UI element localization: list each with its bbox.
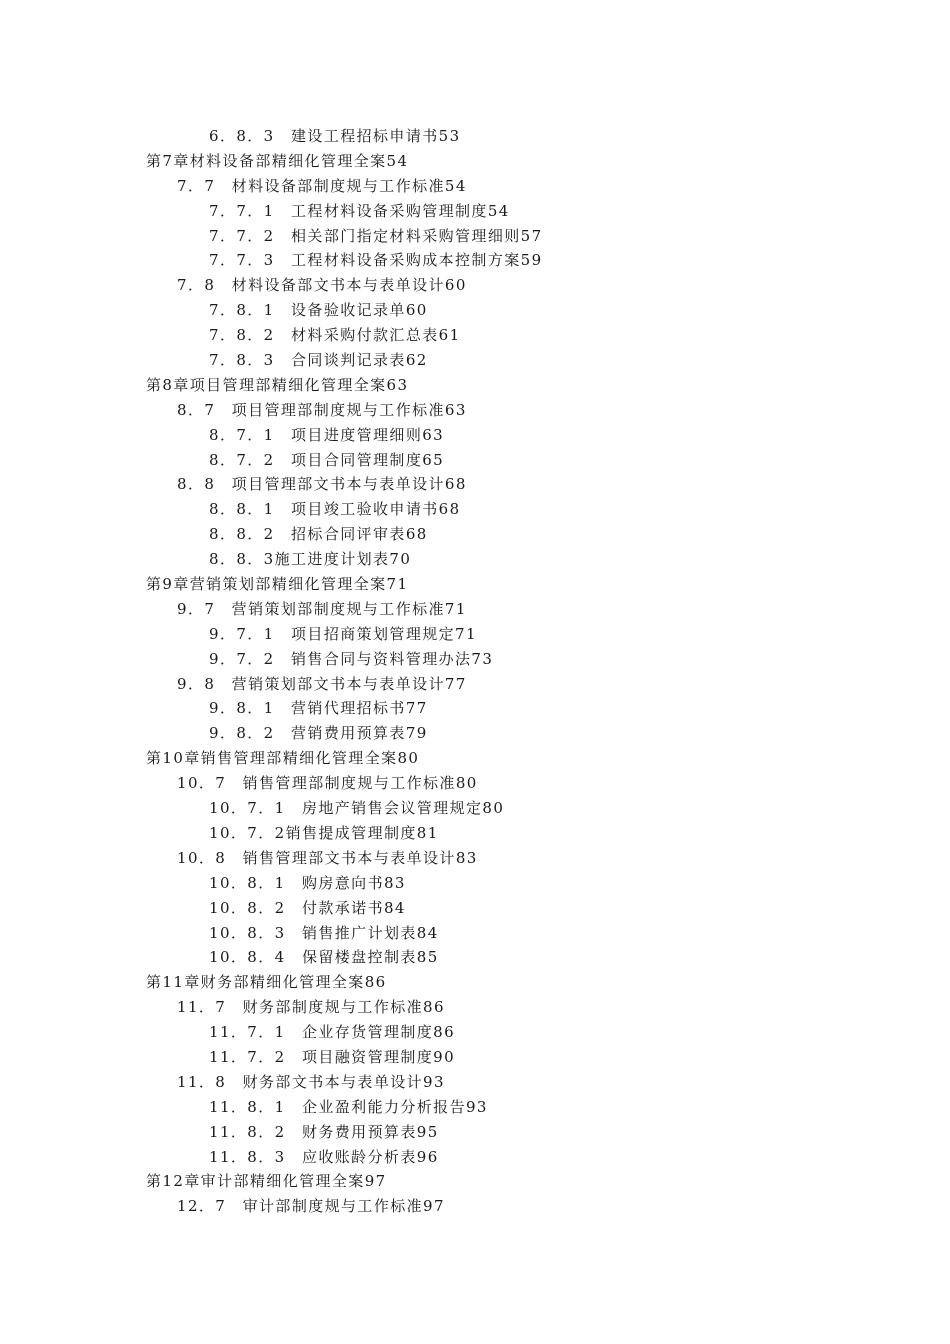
- toc-chapter-entry: 第7章材料设备部精细化管理全案54: [146, 151, 409, 170]
- toc-subsection-entry: 6．8．3 建设工程招标申请书53: [209, 127, 461, 145]
- toc-chapter-entry: 第10章销售管理部精细化管理全案80: [146, 749, 420, 768]
- toc-subsection-entry: 10．8．2 付款承诺书84: [209, 898, 406, 917]
- toc-subsection-entry: 11．8．1 企业盈利能力分析报告93: [209, 1097, 488, 1116]
- toc-section-entry: 9．8 营销策划部文书本与表单设计77: [177, 674, 467, 693]
- toc-subsection-entry: 9．7．2 销售合同与资料管理办法73: [209, 649, 494, 668]
- toc-subsection-entry: 9．8．2 营销费用预算表79: [209, 724, 428, 743]
- toc-subsection-entry: 7．8．2 材料采购付款汇总表61: [209, 326, 461, 345]
- toc-section-entry: 11．7 财务部制度规与工作标准86: [177, 998, 445, 1017]
- toc-subsection-entry: 11．8．2 财务费用预算表95: [209, 1122, 439, 1141]
- toc-subsection-entry: 7．8．1 设备验收记录单60: [209, 301, 428, 320]
- toc-chapter-entry: 第8章项目管理部精细化管理全案63: [146, 375, 409, 394]
- toc-section-entry: 7．8 材料设备部文书本与表单设计60: [177, 276, 467, 295]
- toc-subsection-entry: 7．7．3 工程材料设备采购成本控制方案59: [209, 251, 543, 270]
- toc-chapter-entry: 第9章营销策划部精细化管理全案71: [146, 575, 409, 594]
- toc-section-entry: 8．8 项目管理部文书本与表单设计68: [177, 475, 467, 494]
- toc-chapter-entry: 第11章财务部精细化管理全案86: [146, 973, 387, 992]
- toc-subsection-entry: 7．7．1 工程材料设备采购管理制度54: [209, 201, 510, 220]
- toc-subsection-entry: 11．8．3 应收账龄分析表96: [209, 1147, 439, 1166]
- toc-subsection-entry: 9．7．1 项目招商策划管理规定71: [209, 624, 477, 643]
- toc-subsection-entry: 10．8．1 购房意向书83: [209, 873, 406, 892]
- toc-subsection-entry: 10．7．2销售提成管理制度81: [209, 823, 439, 842]
- toc-subsection-entry: 11．7．2 项目融资管理制度90: [209, 1047, 456, 1066]
- toc-section-entry: 10．8 销售管理部文书本与表单设计83: [177, 848, 478, 867]
- toc-subsection-entry: 8．8．3施工进度计划表70: [209, 550, 412, 569]
- toc-chapter-entry: 第12章审计部精细化管理全案97: [146, 1172, 387, 1191]
- toc-section-entry: 7．7 材料设备部制度规与工作标准54: [177, 176, 467, 195]
- toc-subsection-entry: 8．7．2 项目合同管理制度65: [209, 450, 445, 469]
- toc-subsection-entry: 9．8．1 营销代理招标书77: [209, 699, 428, 718]
- toc-subsection-entry: 8．7．1 项目进度管理细则63: [209, 425, 445, 444]
- toc-subsection-entry: 7．7．2 相关部门指定材料采购管理细则57: [209, 226, 543, 245]
- toc-subsection-entry: 7．8．3 合同谈判记录表62: [209, 351, 428, 370]
- toc-subsection-entry: 10．8．4 保留楼盘控制表85: [209, 948, 439, 967]
- toc-section-entry: 12．7 审计部制度规与工作标准97: [177, 1197, 445, 1216]
- toc-section-entry: 8．7 项目管理部制度规与工作标准63: [177, 400, 467, 419]
- toc-subsection-entry: 10．7．1 房地产销售会议管理规定80: [209, 799, 505, 818]
- toc-section-entry: 10．7 销售管理部制度规与工作标准80: [177, 774, 478, 793]
- toc-subsection-entry: 11．7．1 企业存货管理制度86: [209, 1023, 456, 1042]
- toc-subsection-entry: 8．8．1 项目竣工验收申请书68: [209, 500, 461, 519]
- table-of-contents: [0, 124, 950, 1219]
- toc-subsection-entry: 8．8．2 招标合同评审表68: [209, 525, 428, 544]
- toc-subsection-entry: 10．8．3 销售推广计划表84: [209, 923, 439, 942]
- toc-section-entry: 9．7 营销策划部制度规与工作标准71: [177, 599, 467, 618]
- toc-section-entry: 11．8 财务部文书本与表单设计93: [177, 1072, 445, 1091]
